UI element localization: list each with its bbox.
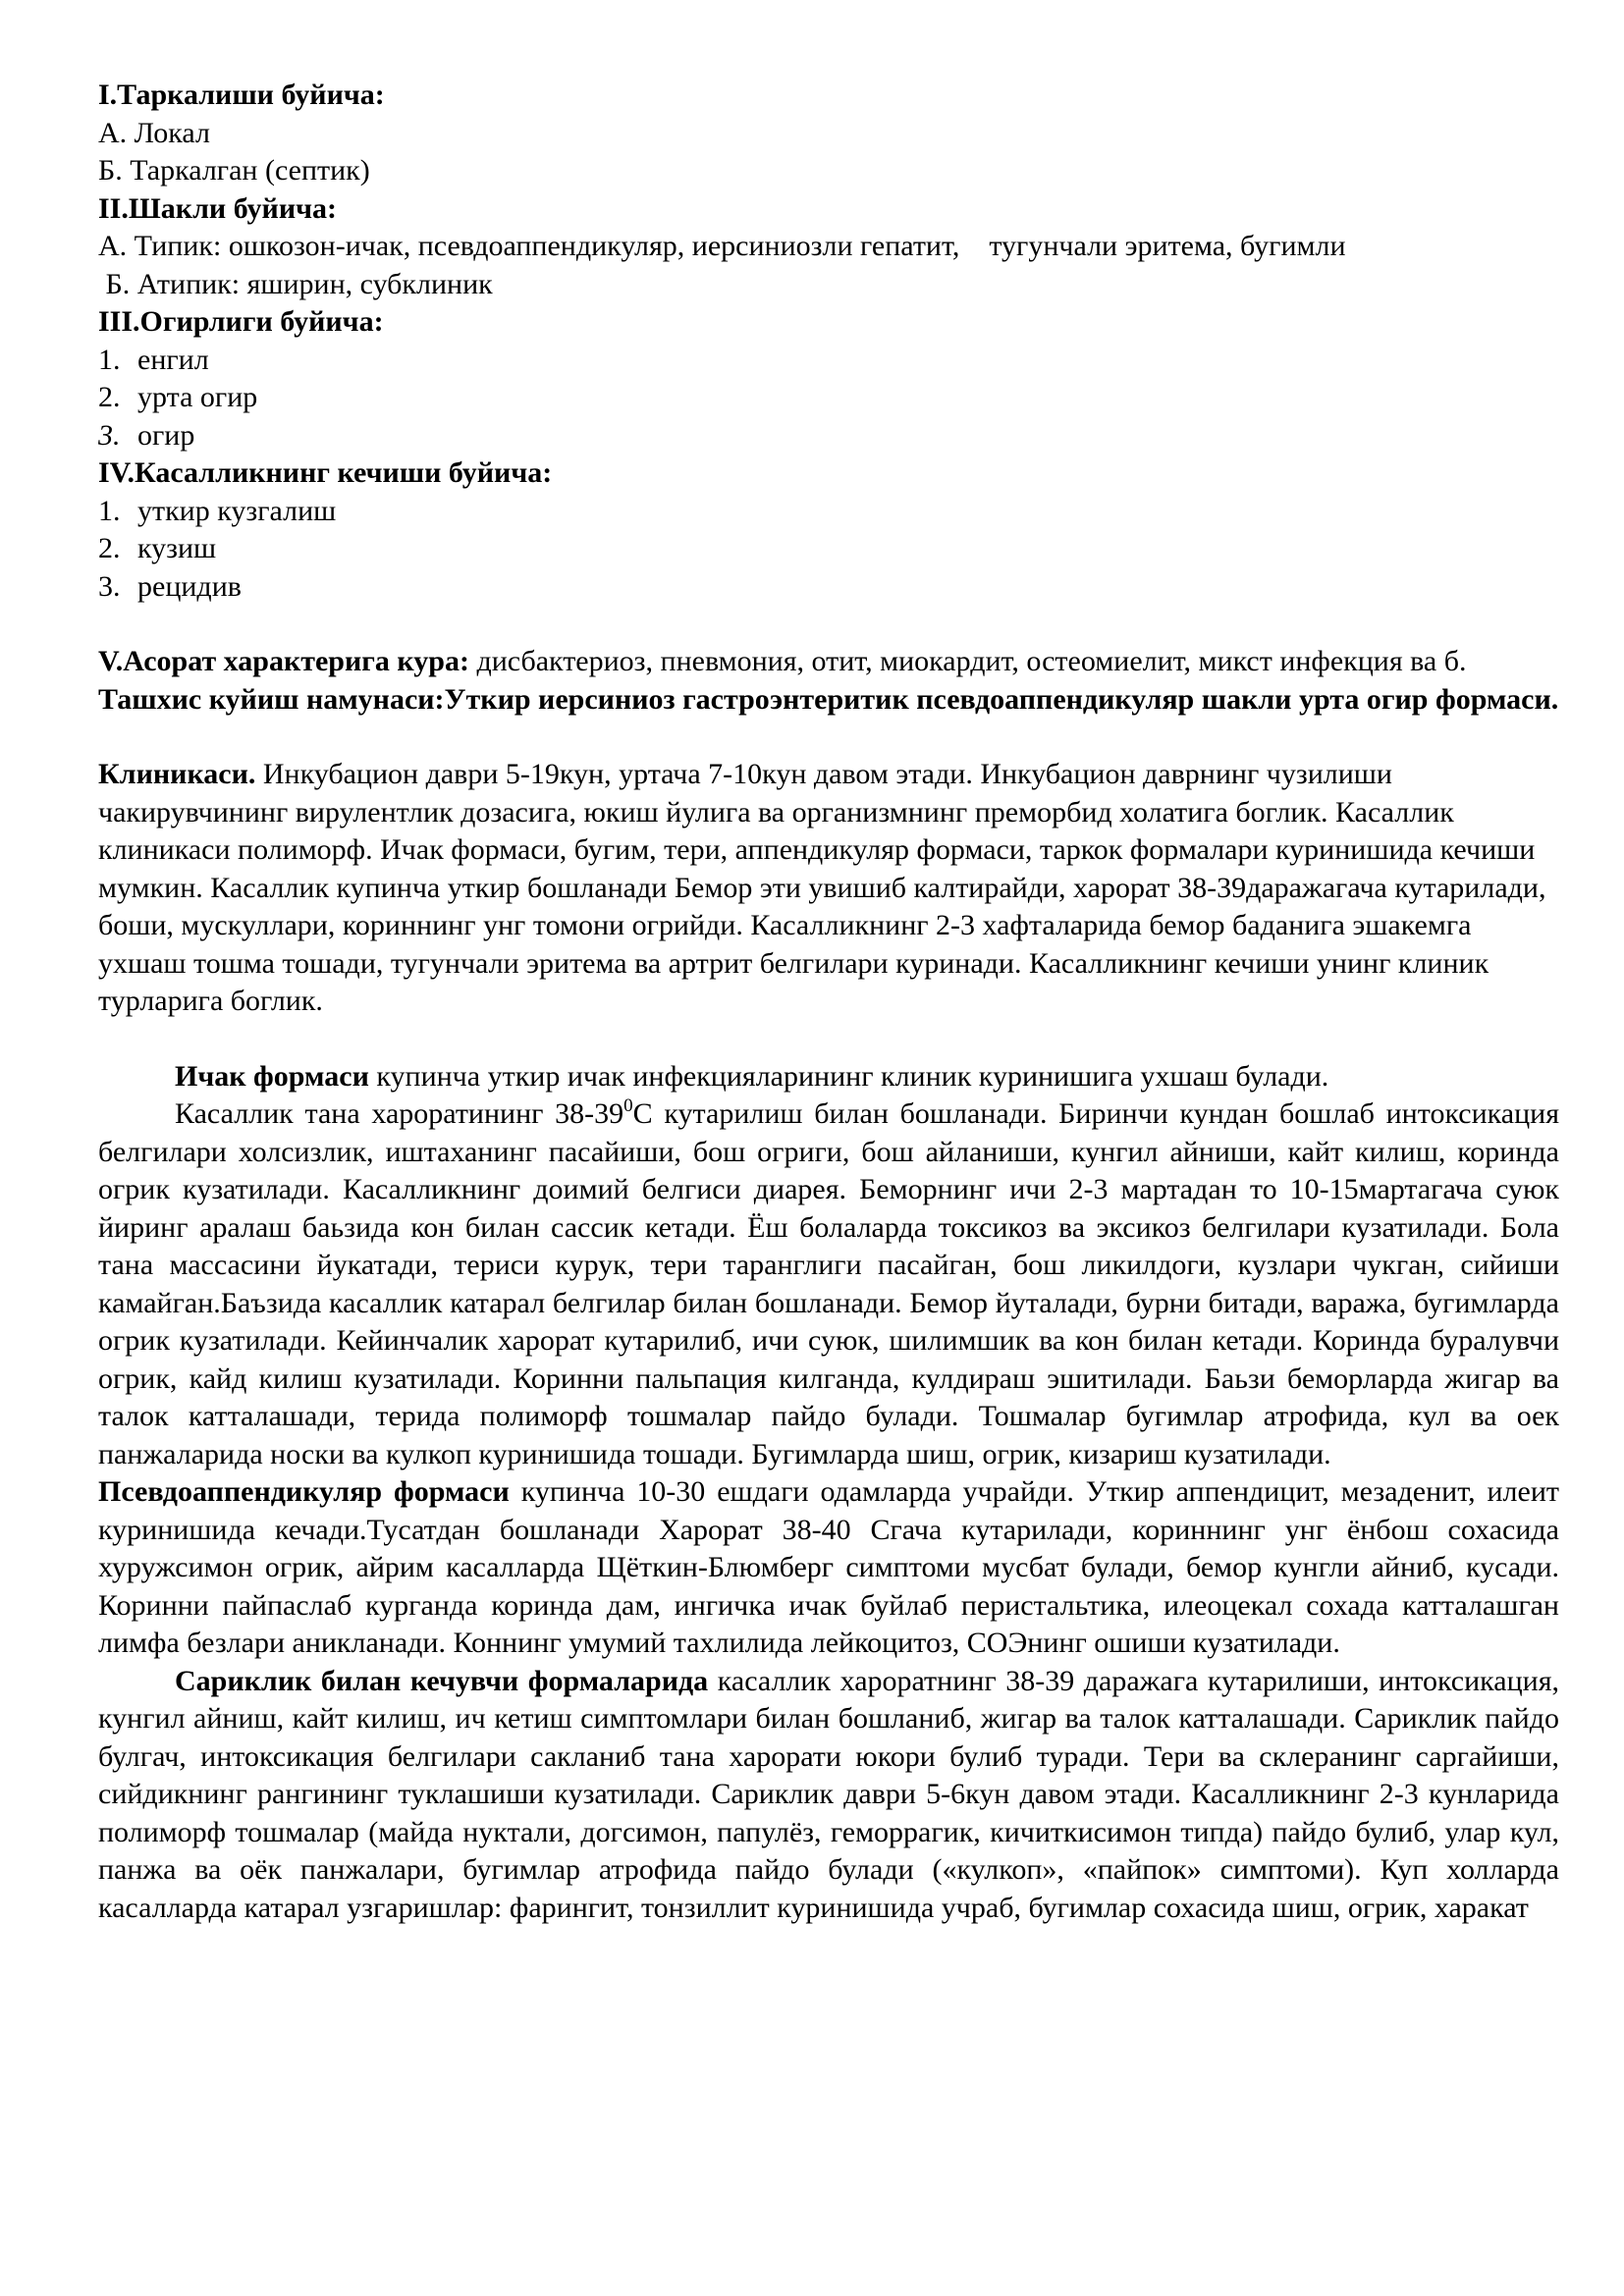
intestinal-form-paragraph [98,1095,1559,1473]
jaundice-form-paragraph [98,1663,1559,1928]
clinic-text: Инкубацион даври 5-19кун, уртача 7-10кун давом этади. Инкубацион даврнинг чузилиши чакирувчининг вирулентлик дозасига, юкиш йулига ва организмнинг преморбид холатига боглик. Касаллик клиникаси полиморф. Ичак формаси, бугим, тери, аппендикуляр формаси, таркок формалари куринишида кечиши мумкин. Касаллик купинча уткир бошланади Бемор эти увишиб калтирайди, харорат 38-39даражагача кутарилади, боши, мускуллари, кориннинг унг томони огрийди. Касалликнинг 2-3 хафталарида бемор баданига эшакемга ухшаш тошма тошади, тугунчали эритема ва артрит белгилари куринади. Касалликнинг кечиши унинг клиник турларига боглик. [98,758,1546,1017]
section-3-item [98,379,1559,417]
complications-paragraph [98,643,1559,681]
section-4-title: IV.Касалликнинг кечиши буйича: [98,456,553,489]
section-4-item [98,530,1559,568]
section-4-item [98,568,1559,607]
section-1-item-b: Б. Таркалган (септик) [98,154,370,187]
intestinal-form-lead [98,1058,1559,1096]
list-number: 1. [98,343,121,376]
list-text: рецидив [137,569,242,603]
intestinal-form-lead-text: купинча уткир ичак инфекцияларининг клиник куринишига ухшаш булади. [368,1059,1329,1093]
list-number: 1. [98,494,121,527]
clinic-title: Клиникаси. [98,758,256,790]
list-text: кузиш [137,532,217,564]
section-2-title: II.Шакли буйича: [98,191,338,225]
list-number: 2. [98,532,121,564]
list-number: 3. [98,569,121,603]
section-3-title: III.Огирлиги буйича: [98,305,384,338]
pseudoappendicular-paragraph [98,1473,1559,1663]
list-text: уткир кузгалиш [137,494,337,527]
section-2-item-b: Б. Атипик: яширин, субклиник [98,267,493,300]
document-page [98,77,1559,1927]
pseudoappendicular-title: Псевдоаппендикуляр формаси [98,1475,510,1508]
diagnosis-example: Ташхис куйиш намунаси:Уткир иерсиниоз гастроэнтеритик псевдоаппендикуляр шакли урта огир формаси. [98,682,1559,716]
list-text: огир [137,418,195,452]
intestinal-text-a: Касаллик тана хароратининг 38-39 [175,1097,624,1130]
list-number: 3. [98,418,121,452]
list-text: енгил [137,343,209,376]
intestinal-text-b: С кутарилиш билан бошланади. Биринчи кундан бошлаб интоксикация белгилари холсизлик, иштаханинг пасайиши, бош огриги, бош айланиши, кунгил айниши, кайт килиш, коринда огрик кузатилади. Касалликнинг доимий белгиси диарея. Беморнинг ичи 2-3 мартадан то 10-15мартагача суюк йиринг аралаш баьзида кон билан сассик кетади. Ёш болаларда токсикоз ва эксикоз белгилари кузатилади. Бола тана массасини йукатади, териси курук, тери таранглиги пасайган, бош ликилдоги, кузлари чукган, сийиши камайган.Баъзида касаллик катарал белгилар билан бошланади. Бемор йуталади, бурни битади, ваража, бугимларда огрик кузатилади. Кейинчалик харорат кутарилиб, ичи суюк, шилимшик ва кон билан кетади. Коринда буралувчи огрик, кайд килиш кузатилади. Коринни пальпация килганда, кулдираш эшитилади. Баьзи беморларда жигар ва талок катталашади, терида полиморф тошмалар пайдо булади. Тошмалар бугимлар атрофида, кул ва оек панжаларида носки ва кулкоп куринишида тошади. Бугимларда шиш, огрик, кизариш кузатилади. [98,1097,1559,1470]
intestinal-form-title: Ичак формаси [175,1059,369,1093]
degree-superscript: 0 [623,1095,633,1116]
section-2-item-a: А. Типик: ошкозон-ичак, псевдоаппендикуляр, иерсиниозли гепатит, тугунчали эритема, бугимли [98,230,1346,262]
list-number: 2. [98,381,121,413]
jaundice-form-title: Сариклик билан кечувчи формаларида [175,1664,709,1697]
section-3-item [98,342,1559,380]
section-1-item-a: А. Локал [98,116,210,149]
section-5-text: дисбактериоз, пневмония, отит, миокардит, остеомиелит, микст инфекция ва б. [468,645,1467,677]
section-4-item [98,493,1559,531]
jaundice-form-text: касаллик хароратнинг 38-39 даражага кутарилиши, интоксикация, кунгил айниш, кайт килиш, ич кетиш симптомлари билан бошланиб, жигар ва талок катталашади. Сариклик пайдо булгач, интоксикация белгилари сакланиб тана харорати юкори булиб туради. Тери ва склеранинг саргайиши, сийдикнинг рангининг туклашиши кузатилади. Сариклик даври 5-6кун давом этади. Касалликнинг 2-3 кунларида полиморф тошмалар (майда нуктали, догсимон, папулёз, геморрагик, кичиткисимон типда) пайдо булиб, улар кул, панжа ва оёк панжалари, бугимлар атрофида пайдо булади («кулкоп», «пайпок» симптоми). Куп холларда касалларда катарал узгаришлар: фарингит, тонзиллит куринишида учраб, бугимлар сохасида шиш, огрик, харакат [98,1664,1560,1924]
clinic-paragraph [98,756,1559,1021]
pseudoappendicular-text: купинча 10-30 ешдаги одамларда учрайди. Уткир аппендицит, мезаденит, илеит куринишида кечади.Тусатдан бошланади Харорат 38-40 Сгача кутарилади, кориннинг унг ёнбош сохасида хуружсимон огрик, айрим касалларда Щёткин-Блюмберг симптоми мусбат булади, бемор кунгли айниб, кусади. Коринни пайпаслаб курганда коринда дам, ингичка ичак буйлаб перистальтика, илеоцекал сохада катталашган лимфа безлари аникланади. Коннинг умумий тахлилида лейкоцитоз, СОЭнинг ошиши кузатилади. [98,1475,1559,1659]
list-text: урта огир [137,381,258,413]
section-5-title: V.Асорат характерига кура: [98,645,469,677]
section-1-title: I.Таркалиши буйича: [98,79,385,111]
section-3-item [98,417,1559,455]
